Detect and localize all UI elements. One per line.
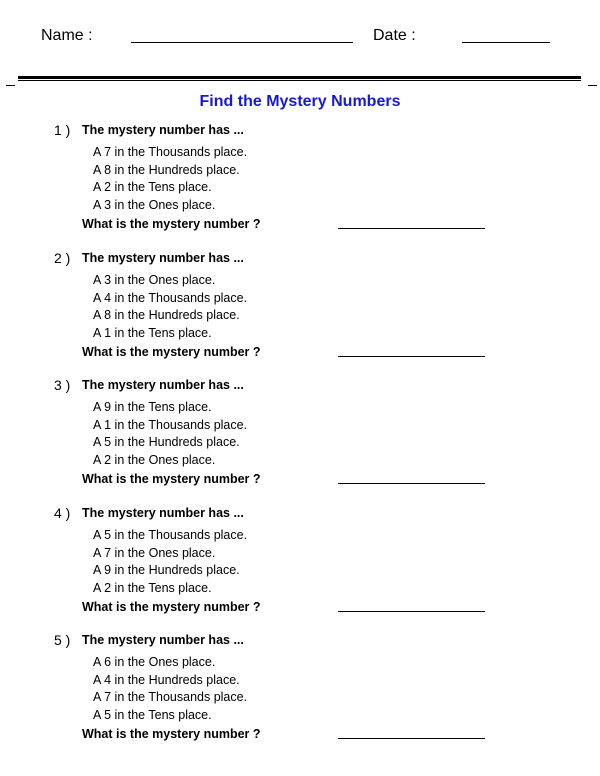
clue-line: A 7 in the Thousands place. xyxy=(93,145,248,159)
problem-2 xyxy=(0,250,600,370)
clue-line: A 8 in the Hundreds place. xyxy=(93,163,240,177)
name-field-line[interactable] xyxy=(131,42,353,43)
clue-line: A 5 in the Hundreds place. xyxy=(93,435,240,449)
clue-line: A 1 in the Thousands place. xyxy=(93,418,248,432)
problem-heading: The mystery number has ... xyxy=(82,123,244,137)
question-prompt: What is the mystery number ? xyxy=(82,599,261,614)
clue-line: A 5 in the Tens place. xyxy=(93,708,212,722)
clue-line: A 6 in the Ones place. xyxy=(93,655,216,669)
clue-line: A 9 in the Tens place. xyxy=(93,400,212,414)
date-label: Date : xyxy=(373,27,416,44)
right-margin-tick xyxy=(588,85,597,86)
problem-number: 3 ) xyxy=(54,377,71,393)
answer-line[interactable] xyxy=(338,483,485,484)
clue-line: A 3 in the Ones place. xyxy=(93,272,216,287)
answer-line[interactable] xyxy=(338,228,485,229)
clue-line: A 9 in the Hundreds place. xyxy=(93,562,240,577)
question-prompt: What is the mystery number ? xyxy=(82,344,261,359)
clue-line: A 1 in the Tens place. xyxy=(93,325,212,340)
problem-4 xyxy=(0,505,600,625)
answer-line[interactable] xyxy=(338,611,485,612)
worksheet-header xyxy=(0,26,600,50)
problem-heading: The mystery number has ... xyxy=(82,250,244,265)
left-margin-tick xyxy=(6,85,15,86)
clue-line: A 2 in the Ones place. xyxy=(93,453,216,467)
clue-line: A 2 in the Tens place. xyxy=(93,580,212,595)
problem-3 xyxy=(0,377,600,497)
clue-line: A 3 in the Ones place. xyxy=(93,198,216,212)
clue-line: A 7 in the Ones place. xyxy=(93,545,216,560)
date-field-line[interactable] xyxy=(462,42,550,43)
problem-heading: The mystery number has ... xyxy=(82,505,244,520)
worksheet-title: Find the Mystery Numbers xyxy=(199,93,401,110)
answer-line[interactable] xyxy=(338,738,485,739)
clue-line: A 4 in the Hundreds place. xyxy=(93,673,240,687)
problem-1 xyxy=(0,122,600,242)
clue-line: A 2 in the Tens place. xyxy=(93,180,212,194)
clue-line: A 8 in the Hundreds place. xyxy=(93,307,240,322)
clue-line: A 5 in the Thousands place. xyxy=(93,527,248,542)
question-prompt: What is the mystery number ? xyxy=(82,217,261,231)
problem-heading: The mystery number has ... xyxy=(82,378,244,392)
problem-5 xyxy=(0,632,600,752)
clue-line: A 4 in the Thousands place. xyxy=(93,290,248,305)
question-prompt: What is the mystery number ? xyxy=(82,472,261,486)
problem-heading: The mystery number has ... xyxy=(82,633,244,647)
name-label: Name : xyxy=(41,27,93,44)
problem-number: 4 ) xyxy=(54,504,71,521)
question-prompt: What is the mystery number ? xyxy=(82,727,261,741)
problem-number: 5 ) xyxy=(54,632,71,648)
problem-number: 2 ) xyxy=(54,249,71,266)
header-divider xyxy=(18,76,581,81)
answer-line[interactable] xyxy=(338,356,485,357)
clue-line: A 7 in the Thousands place. xyxy=(93,690,248,704)
problem-number: 1 ) xyxy=(54,122,71,138)
